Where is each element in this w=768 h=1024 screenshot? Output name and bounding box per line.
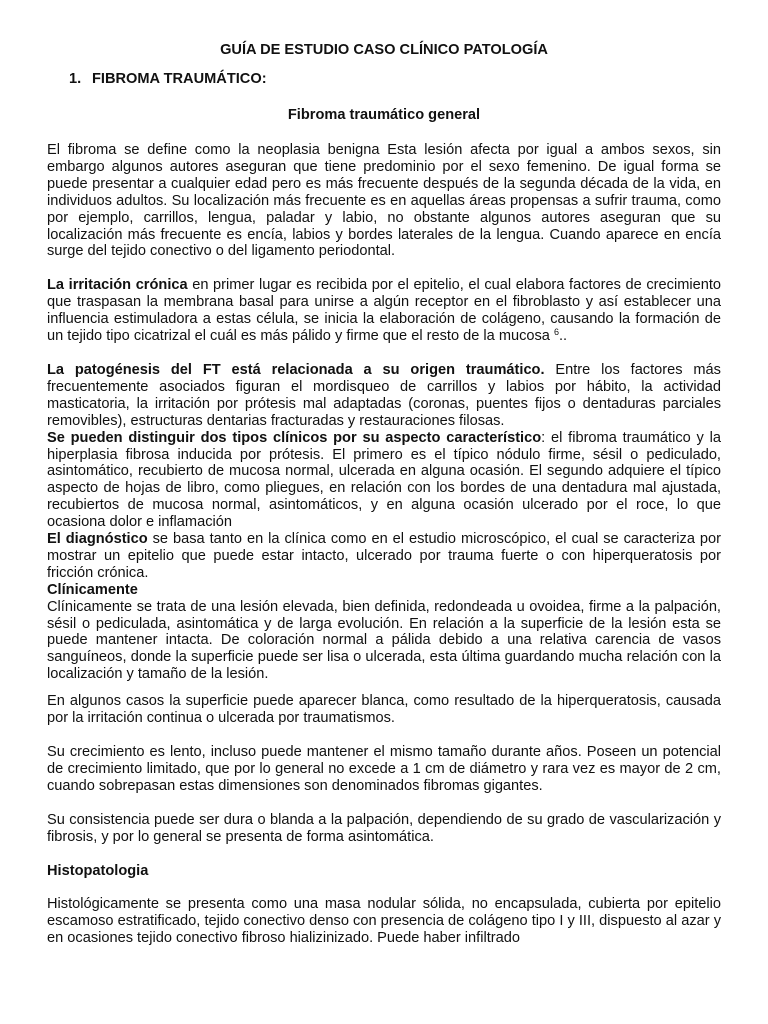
text-pathogenesis: Entre los factores más frecuentemente asociados figuran el mordisqueo de carrillos y labios por hábito, la actividad masticatoria, la irritación por prótesis mal adaptadas (coronas, puentes fijos o dentaduras parciales removibles), estructuras dentarias fracturadas y restauraciones filosas. — [47, 361, 721, 429]
paragraph-clinical-description: Clínicamente se trata de una lesión elevada, bien definida, redondeada u ovoidea, firme a la palpación, sésil o pediculada, asintomática y de larga evolución. En relación a la superficie de la lesión esta se puede mantener intacta. De coloración normal a pálida debido a una relativa carencia de vasos sanguíneos, donde la superficie puede ser lisa o ulcerada, esta última guardando mucha relación con la localización y tamaño de la lesión. — [47, 598, 721, 683]
paragraph-definition: El fibroma se define como la neoplasia benigna Esta lesión afecta por igual a ambos sexos, sin embargo algunos autores aseguran que tiene predominio por el sexo femenino. De igual forma se puede presentar a cualquier edad pero es más frecuente después de la segunda década de la vida, en individuos adultos. Su localización más frecuente es en aquellas áreas propensas a sufrir trauma, como por ejemplo, carrillos, lengua, paladar y labio, no obstante algunos autores aseguran que su localización más frecuente es encía, labios y bordes laterales de la lengua. Cuando aparece en encía surge del tejido conectivo o del ligamento periodontal. — [47, 142, 721, 260]
document-title: GUÍA DE ESTUDIO CASO CLÍNICO PATOLOGÍA — [220, 42, 548, 58]
paragraph-growth: Su crecimiento es lento, incluso puede mantener el mismo tamaño durante años. Poseen un potencial de crecimiento limitado, que por lo general no excede a 1 cm de diámetro y rara vez es mayor de 2 cm, cuando sobrepasan estas dimensiones son denominados fibromas gigantes. — [47, 744, 721, 794]
section-title: FIBROMA TRAUMÁTICO: — [92, 71, 267, 87]
paragraph-surface: En algunos casos la superficie puede aparecer blanca, como resultado de la hiperqueratosis, causada por la irritación continua o ulcerada por traumatismos. — [47, 693, 721, 727]
bold-lead-chronic-irritation: La irritación crónica — [47, 277, 188, 294]
bold-lead-clinical-types: Se pueden distinguir dos tipos clínicos por su aspecto característico — [47, 429, 542, 446]
paragraph-clinical-types — [47, 430, 721, 531]
paragraph-histology: Histológicamente se presenta como una masa nodular sólida, no encapsulada, cubierta por epitelio escamoso estratificado, tejido conectivo denso con presencia de colágeno tipo I y III, dispuesto al azar y en ocasiones tejido conectivo fibroso hializinizado. Puede haber infiltrado — [47, 896, 721, 947]
bold-lead-pathogenesis: La patogénesis del FT está relacionada a su origen traumático. — [47, 361, 545, 378]
text-diagnosis: se basa tanto en la clínica como en el estudio microscópico, el cual se caracteriza por mostrar un epitelio que puede estar intacto, ulcerado por trauma fuerte o con hiperqueratosis por fricción crónica. — [47, 531, 721, 581]
reference-superscript: 6 — [553, 327, 559, 338]
paragraph-consistency: Su consistencia puede ser dura o blanda a la palpación, dependiendo de su grado de vascularización y fibrosis, y por lo general se presenta de forma asintomática. — [47, 811, 721, 845]
text-chronic-irritation: en primer lugar es recibida por el epitelio, el cual elabora factores de crecimiento que traspasan la membrana basal para unirse a algún receptor en el fibroblasto y así establecer una influencia estimuladora a estas célula, se inicia la elaboración de colágeno, causando la formación de un tejido tipo cicatrizal el cuál es más pálido y firme que el resto de la mucosa — [47, 277, 721, 345]
section-heading — [47, 70, 721, 88]
document-page — [47, 41, 721, 947]
section-number: 1. — [69, 71, 82, 87]
heading-histopathology: Histopatologia — [47, 862, 149, 879]
bold-lead-diagnosis: El diagnóstico — [47, 531, 148, 548]
paragraph-pathogenesis — [47, 362, 721, 430]
text-chronic-irritation-end: .. — [559, 328, 568, 345]
paragraph-diagnosis — [47, 531, 721, 582]
subtitle: Fibroma traumático general — [287, 107, 481, 123]
label-clinically: Clínicamente — [47, 581, 138, 598]
text-clinical-types: : el fibroma traumático y la hiperplasia fibrosa inducida por prótesis. El primero es el típico nódulo firme, sésil o pediculado, asintomático, recubierto de mucosa normal, ulcerada en alguna ocasión. El segundo adquiere el típico aspecto de hojas de libro, como pliegues, en relación con los bordes de una dentadura mal ajustada, recubiertos de mucosa normal, asintomáticos, y en alguna ocasión ulcerado por el roce, lo que ocasiona dolor e inflamación — [47, 429, 722, 531]
paragraph-chronic-irritation — [47, 277, 721, 345]
